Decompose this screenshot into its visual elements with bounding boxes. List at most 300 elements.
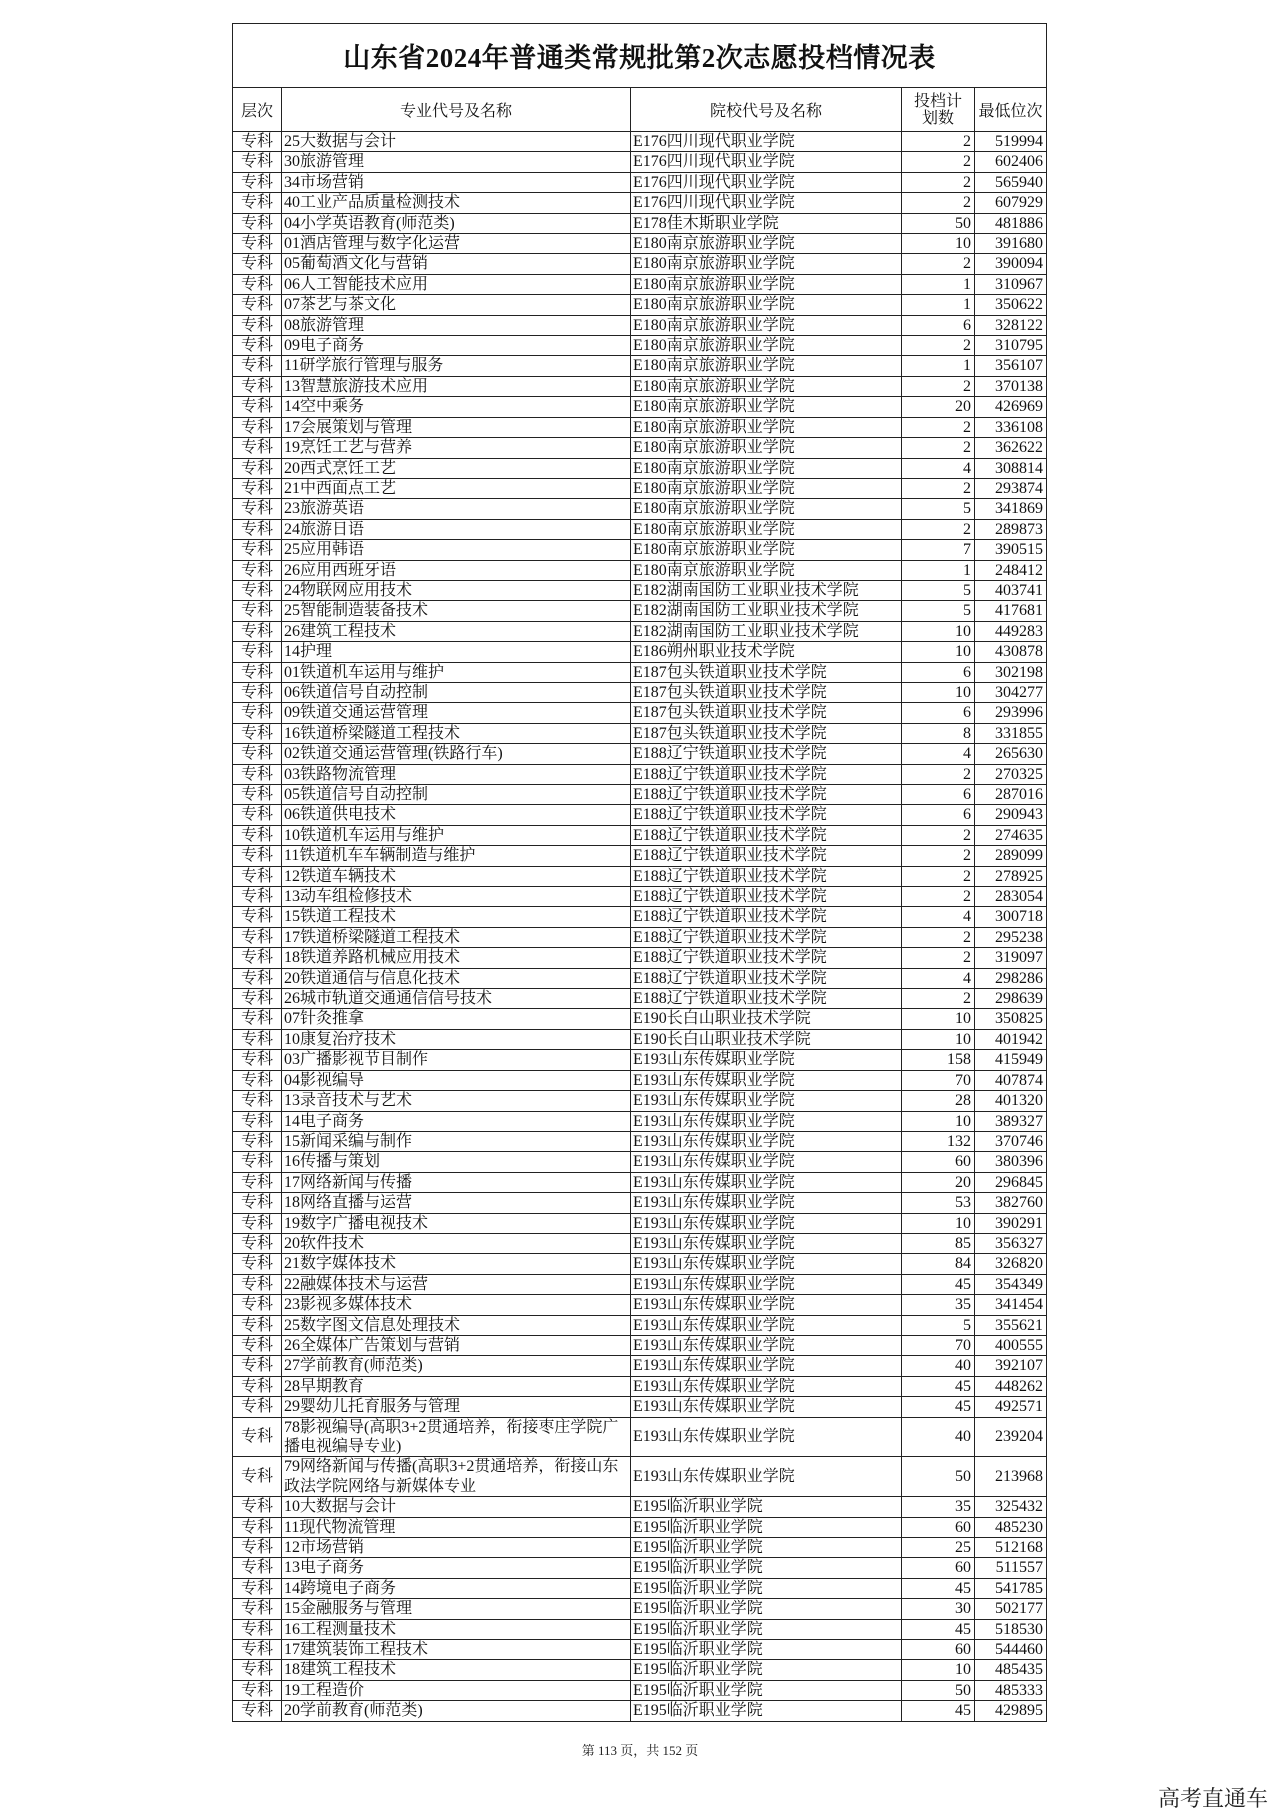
level-cell: 专科 xyxy=(233,1418,282,1457)
level-cell: 专科 xyxy=(233,1193,282,1212)
level-cell: 专科 xyxy=(233,887,282,906)
school-cell: E188辽宁铁道职业技术学院 xyxy=(631,948,902,967)
level-cell: 专科 xyxy=(233,1336,282,1355)
table-row xyxy=(233,1620,1046,1640)
major-cell: 25大数据与会计 xyxy=(282,132,631,151)
level-cell: 专科 xyxy=(233,765,282,784)
plan-cell: 10 xyxy=(902,1660,975,1679)
rank-cell: 295238 xyxy=(995,928,1043,946)
rank-cell: 274635 xyxy=(995,826,1043,844)
rank-cell: 401942 xyxy=(995,1030,1043,1048)
school-cell: E176四川现代职业学院 xyxy=(631,193,902,212)
plan-cell: 2 xyxy=(902,193,975,212)
rank-cell: 400555 xyxy=(995,1336,1043,1354)
table-row xyxy=(233,663,1046,683)
rank-cell: 607929 xyxy=(995,194,1043,212)
table-row xyxy=(233,826,1046,846)
school-cell: E186朔州职业技术学院 xyxy=(631,642,902,661)
major-cell: 18铁道养路机械应用技术 xyxy=(282,948,631,967)
plan-cell: 1 xyxy=(902,356,975,375)
table-row xyxy=(233,1234,1046,1254)
level-cell: 专科 xyxy=(233,907,282,926)
school-cell: E180南京旅游职业学院 xyxy=(631,275,902,294)
plan-cell: 2 xyxy=(902,438,975,457)
rank-cell: 350825 xyxy=(995,1010,1043,1028)
major-cell: 27学前教育(师范类) xyxy=(282,1356,631,1375)
plan-cell: 4 xyxy=(902,969,975,988)
major-cell: 19数字广播电视技术 xyxy=(282,1214,631,1233)
school-cell: E188辽宁铁道职业技术学院 xyxy=(631,785,902,804)
rank-cell: 390094 xyxy=(995,255,1043,273)
rank-cell: 298286 xyxy=(995,969,1043,987)
school-cell: E188辽宁铁道职业技术学院 xyxy=(631,928,902,947)
table-row xyxy=(233,438,1046,458)
major-cell: 20西式烹饪工艺 xyxy=(282,459,631,478)
table-row xyxy=(233,1214,1046,1234)
level-cell: 专科 xyxy=(233,1356,282,1375)
table-row xyxy=(233,377,1046,397)
rank-cell: 290943 xyxy=(995,806,1043,824)
plan-cell: 70 xyxy=(902,1071,975,1090)
rank-cell: 265630 xyxy=(995,745,1043,763)
school-cell: E193山东传媒职业学院 xyxy=(631,1234,902,1253)
level-cell: 专科 xyxy=(233,1599,282,1618)
major-cell: 18建筑工程技术 xyxy=(282,1660,631,1679)
level-cell: 专科 xyxy=(233,295,282,314)
school-cell: E180南京旅游职业学院 xyxy=(631,397,902,416)
level-cell: 专科 xyxy=(233,1316,282,1335)
plan-cell: 6 xyxy=(902,703,975,722)
rank-cell: 293874 xyxy=(995,479,1043,497)
major-cell: 17铁道桥梁隧道工程技术 xyxy=(282,928,631,947)
plan-cell: 10 xyxy=(902,683,975,702)
plan-cell: 5 xyxy=(902,499,975,518)
level-cell: 专科 xyxy=(233,928,282,947)
level-cell: 专科 xyxy=(233,1112,282,1131)
level-cell: 专科 xyxy=(233,1254,282,1273)
rank-cell: 239204 xyxy=(995,1428,1043,1446)
school-cell: E187包头铁道职业技术学院 xyxy=(631,703,902,722)
level-cell: 专科 xyxy=(233,336,282,355)
school-cell: E180南京旅游职业学院 xyxy=(631,234,902,253)
plan-cell: 1 xyxy=(902,561,975,580)
rank-cell: 417681 xyxy=(995,602,1043,620)
level-cell: 专科 xyxy=(233,152,282,171)
rank-cell: 518530 xyxy=(995,1620,1043,1638)
table-row xyxy=(233,765,1046,785)
school-cell: E180南京旅游职业学院 xyxy=(631,479,902,498)
major-cell: 12市场营销 xyxy=(282,1538,631,1557)
table-row xyxy=(233,785,1046,805)
plan-cell: 45 xyxy=(902,1579,975,1598)
plan-cell: 132 xyxy=(902,1132,975,1151)
major-cell: 25应用韩语 xyxy=(282,540,631,559)
major-cell: 08旅游管理 xyxy=(282,316,631,335)
table-row xyxy=(233,254,1046,274)
major-cell: 11研学旅行管理与服务 xyxy=(282,356,631,375)
school-cell: E180南京旅游职业学院 xyxy=(631,356,902,375)
rank-cell: 449283 xyxy=(995,622,1043,640)
rank-cell: 302198 xyxy=(995,663,1043,681)
major-cell: 30旅游管理 xyxy=(282,152,631,171)
plan-cell: 50 xyxy=(902,214,975,233)
plan-cell: 4 xyxy=(902,907,975,926)
table-row xyxy=(233,1091,1046,1111)
rank-cell: 382760 xyxy=(995,1194,1043,1212)
rank-cell: 448262 xyxy=(995,1377,1043,1395)
school-cell: E195临沂职业学院 xyxy=(631,1497,902,1516)
major-cell: 17会展策划与管理 xyxy=(282,418,631,437)
major-cell: 02铁道交通运营管理(铁路行车) xyxy=(282,744,631,763)
school-cell: E193山东传媒职业学院 xyxy=(631,1214,902,1233)
school-cell: E190长白山职业技术学院 xyxy=(631,1009,902,1028)
rank-cell: 336108 xyxy=(995,418,1043,436)
plan-cell: 45 xyxy=(902,1620,975,1639)
table-row xyxy=(233,1316,1046,1336)
level-cell: 专科 xyxy=(233,356,282,375)
header-school: 院校代号及名称 xyxy=(631,88,902,131)
school-cell: E176四川现代职业学院 xyxy=(631,132,902,151)
table-row xyxy=(233,724,1046,744)
rank-cell: 401320 xyxy=(995,1092,1043,1110)
major-cell: 26全媒体广告策划与营销 xyxy=(282,1336,631,1355)
table-row xyxy=(233,520,1046,540)
plan-cell: 6 xyxy=(902,316,975,335)
major-cell: 14跨境电子商务 xyxy=(282,1579,631,1598)
table-row xyxy=(233,1050,1046,1070)
table-row xyxy=(233,1558,1046,1578)
table-row xyxy=(233,1681,1046,1701)
table-row xyxy=(233,1397,1046,1417)
plan-cell: 50 xyxy=(902,1457,975,1496)
major-cell: 03铁路物流管理 xyxy=(282,765,631,784)
school-cell: E193山东传媒职业学院 xyxy=(631,1132,902,1151)
school-cell: E182湖南国防工业职业技术学院 xyxy=(631,622,902,641)
school-cell: E195临沂职业学院 xyxy=(631,1620,902,1639)
major-cell: 07茶艺与茶文化 xyxy=(282,295,631,314)
table-row xyxy=(233,622,1046,642)
header-rank: 最低位次 xyxy=(978,103,1043,120)
major-cell: 20铁道通信与信息化技术 xyxy=(282,969,631,988)
rank-cell: 485333 xyxy=(995,1681,1043,1699)
level-cell: 专科 xyxy=(233,867,282,886)
school-cell: E182湖南国防工业职业技术学院 xyxy=(631,601,902,620)
major-cell: 15新闻采编与制作 xyxy=(282,1132,631,1151)
rank-cell: 289873 xyxy=(995,520,1043,538)
major-cell: 10康复治疗技术 xyxy=(282,1030,631,1049)
level-cell: 专科 xyxy=(233,805,282,824)
table-row xyxy=(233,1660,1046,1680)
rank-cell: 310967 xyxy=(995,275,1043,293)
rank-cell: 356327 xyxy=(995,1234,1043,1252)
major-cell: 24物联网应用技术 xyxy=(282,581,631,600)
plan-cell: 2 xyxy=(902,867,975,886)
major-cell: 09铁道交通运营管理 xyxy=(282,703,631,722)
major-cell: 40工业产品质量检测技术 xyxy=(282,193,631,212)
header-major: 专业代号及名称 xyxy=(282,88,631,131)
school-cell: E193山东传媒职业学院 xyxy=(631,1112,902,1131)
table-row xyxy=(233,805,1046,825)
rank-cell: 289099 xyxy=(995,847,1043,865)
plan-cell: 10 xyxy=(902,622,975,641)
plan-cell: 53 xyxy=(902,1193,975,1212)
rank-cell: 391680 xyxy=(995,235,1043,253)
table-row xyxy=(233,561,1046,581)
major-cell: 25数字图文信息处理技术 xyxy=(282,1316,631,1335)
rank-cell: 293996 xyxy=(995,704,1043,722)
plan-cell: 2 xyxy=(902,948,975,967)
major-cell: 01酒店管理与数字化运营 xyxy=(282,234,631,253)
level-cell: 专科 xyxy=(233,214,282,233)
major-cell: 14电子商务 xyxy=(282,1112,631,1131)
school-cell: E195临沂职业学院 xyxy=(631,1701,902,1720)
major-cell: 16工程测量技术 xyxy=(282,1620,631,1639)
level-cell: 专科 xyxy=(233,193,282,212)
rank-cell: 426969 xyxy=(995,398,1043,416)
level-cell: 专科 xyxy=(233,581,282,600)
level-cell: 专科 xyxy=(233,1681,282,1700)
major-cell: 23影视多媒体技术 xyxy=(282,1295,631,1314)
plan-cell: 1 xyxy=(902,275,975,294)
plan-cell: 35 xyxy=(902,1497,975,1516)
major-cell: 16传播与策划 xyxy=(282,1152,631,1171)
major-cell: 05铁道信号自动控制 xyxy=(282,785,631,804)
rank-cell: 296845 xyxy=(995,1173,1043,1191)
school-cell: E193山东传媒职业学院 xyxy=(631,1418,902,1457)
table-row xyxy=(233,1518,1046,1538)
plan-cell: 2 xyxy=(902,418,975,437)
level-cell: 专科 xyxy=(233,1660,282,1679)
level-cell: 专科 xyxy=(233,1132,282,1151)
rank-cell: 350622 xyxy=(995,296,1043,314)
school-cell: E195临沂职业学院 xyxy=(631,1599,902,1618)
level-cell: 专科 xyxy=(233,1497,282,1516)
level-cell: 专科 xyxy=(233,1620,282,1639)
plan-cell: 35 xyxy=(902,1295,975,1314)
level-cell: 专科 xyxy=(233,561,282,580)
plan-cell: 158 xyxy=(902,1050,975,1069)
school-cell: E195临沂职业学院 xyxy=(631,1681,902,1700)
plan-cell: 2 xyxy=(902,152,975,171)
level-cell: 专科 xyxy=(233,438,282,457)
major-cell: 06铁道供电技术 xyxy=(282,805,631,824)
table-row xyxy=(233,989,1046,1009)
rank-cell: 390515 xyxy=(995,541,1043,559)
plan-cell: 6 xyxy=(902,663,975,682)
school-cell: E193山东传媒职业学院 xyxy=(631,1173,902,1192)
school-cell: E176四川现代职业学院 xyxy=(631,173,902,192)
major-cell: 29婴幼儿托育服务与管理 xyxy=(282,1397,631,1416)
header-plan: 投档计划数 xyxy=(913,92,962,127)
level-cell: 专科 xyxy=(233,785,282,804)
plan-cell: 2 xyxy=(902,928,975,947)
plan-cell: 2 xyxy=(902,479,975,498)
major-cell: 21数字媒体技术 xyxy=(282,1254,631,1273)
table-row xyxy=(233,1173,1046,1193)
plan-cell: 60 xyxy=(902,1558,975,1577)
table-row xyxy=(233,581,1046,601)
table-row xyxy=(233,867,1046,887)
level-cell: 专科 xyxy=(233,397,282,416)
major-cell: 18网络直播与运营 xyxy=(282,1193,631,1212)
table-row xyxy=(233,1132,1046,1152)
school-cell: E195临沂职业学院 xyxy=(631,1538,902,1557)
plan-cell: 45 xyxy=(902,1377,975,1396)
table-row xyxy=(233,1579,1046,1599)
table-row xyxy=(233,642,1046,662)
table-row xyxy=(233,1295,1046,1315)
plan-cell: 2 xyxy=(902,336,975,355)
school-cell: E193山东传媒职业学院 xyxy=(631,1316,902,1335)
major-cell: 16铁道桥梁隧道工程技术 xyxy=(282,724,631,743)
rank-cell: 304277 xyxy=(995,683,1043,701)
school-cell: E188辽宁铁道职业技术学院 xyxy=(631,867,902,886)
level-cell: 专科 xyxy=(233,1050,282,1069)
rank-cell: 310795 xyxy=(995,337,1043,355)
school-cell: E193山东传媒职业学院 xyxy=(631,1050,902,1069)
major-cell: 14护理 xyxy=(282,642,631,661)
level-cell: 专科 xyxy=(233,234,282,253)
level-cell: 专科 xyxy=(233,1214,282,1233)
level-cell: 专科 xyxy=(233,948,282,967)
level-cell: 专科 xyxy=(233,1030,282,1049)
table-row xyxy=(233,132,1046,152)
plan-cell: 10 xyxy=(902,234,975,253)
major-cell: 03广播影视节目制作 xyxy=(282,1050,631,1069)
rank-cell: 319097 xyxy=(995,949,1043,967)
major-cell: 23旅游英语 xyxy=(282,499,631,518)
table-row xyxy=(233,1275,1046,1295)
plan-cell: 6 xyxy=(902,785,975,804)
level-cell: 专科 xyxy=(233,826,282,845)
table-row xyxy=(233,1640,1046,1660)
rank-cell: 485230 xyxy=(995,1518,1043,1536)
school-cell: E195临沂职业学院 xyxy=(631,1640,902,1659)
table-row xyxy=(233,948,1046,968)
table-row xyxy=(233,1457,1046,1497)
level-cell: 专科 xyxy=(233,1701,282,1720)
level-cell: 专科 xyxy=(233,1152,282,1171)
school-cell: E182湖南国防工业职业技术学院 xyxy=(631,581,902,600)
school-cell: E180南京旅游职业学院 xyxy=(631,254,902,273)
level-cell: 专科 xyxy=(233,683,282,702)
watermark: 高考直通车 xyxy=(1157,1787,1268,1812)
rank-cell: 429895 xyxy=(995,1702,1043,1720)
major-cell: 13智慧旅游技术应用 xyxy=(282,377,631,396)
plan-cell: 2 xyxy=(902,520,975,539)
major-cell: 78影视编导(高职3+2贯通培养，衔接枣庄学院广播电视编导专业) xyxy=(282,1418,631,1457)
table-row xyxy=(233,356,1046,376)
rank-cell: 370138 xyxy=(995,377,1043,395)
rank-cell: 331855 xyxy=(995,724,1043,742)
rank-cell: 328122 xyxy=(995,316,1043,334)
school-cell: E193山东传媒职业学院 xyxy=(631,1397,902,1416)
rank-cell: 481886 xyxy=(995,214,1043,232)
rank-cell: 278925 xyxy=(995,867,1043,885)
level-cell: 专科 xyxy=(233,1009,282,1028)
level-cell: 专科 xyxy=(233,1457,282,1496)
plan-cell: 45 xyxy=(902,1275,975,1294)
plan-cell: 45 xyxy=(902,1701,975,1720)
rank-cell: 541785 xyxy=(995,1579,1043,1597)
table-row xyxy=(233,295,1046,315)
table-row xyxy=(233,1497,1046,1517)
school-cell: E176四川现代职业学院 xyxy=(631,152,902,171)
major-cell: 20软件技术 xyxy=(282,1234,631,1253)
school-cell: E187包头铁道职业技术学院 xyxy=(631,724,902,743)
rank-cell: 389327 xyxy=(995,1112,1043,1130)
rank-cell: 565940 xyxy=(995,173,1043,191)
rank-cell: 390291 xyxy=(995,1214,1043,1232)
rank-cell: 492571 xyxy=(995,1398,1043,1416)
plan-cell: 4 xyxy=(902,459,975,478)
school-cell: E188辽宁铁道职业技术学院 xyxy=(631,826,902,845)
school-cell: E193山东传媒职业学院 xyxy=(631,1377,902,1396)
major-cell: 05葡萄酒文化与营销 xyxy=(282,254,631,273)
rank-cell: 248412 xyxy=(995,561,1043,579)
rank-cell: 298639 xyxy=(995,990,1043,1008)
level-cell: 专科 xyxy=(233,479,282,498)
plan-cell: 2 xyxy=(902,887,975,906)
plan-cell: 70 xyxy=(902,1336,975,1355)
plan-cell: 2 xyxy=(902,173,975,192)
school-cell: E188辽宁铁道职业技术学院 xyxy=(631,887,902,906)
rank-cell: 283054 xyxy=(995,888,1043,906)
level-cell: 专科 xyxy=(233,1377,282,1396)
level-cell: 专科 xyxy=(233,254,282,273)
school-cell: E180南京旅游职业学院 xyxy=(631,377,902,396)
table-row xyxy=(233,1030,1046,1050)
table-row xyxy=(233,846,1046,866)
table-row xyxy=(233,459,1046,479)
table-row xyxy=(233,907,1046,927)
rank-cell: 355621 xyxy=(995,1316,1043,1334)
major-cell: 13动车组检修技术 xyxy=(282,887,631,906)
table-row xyxy=(233,173,1046,193)
table-row xyxy=(233,683,1046,703)
major-cell: 26应用西班牙语 xyxy=(282,561,631,580)
table-row xyxy=(233,193,1046,213)
rank-cell: 325432 xyxy=(995,1498,1043,1516)
level-cell: 专科 xyxy=(233,132,282,151)
plan-cell: 50 xyxy=(902,1681,975,1700)
major-cell: 34市场营销 xyxy=(282,173,631,192)
table-row xyxy=(233,1152,1046,1172)
major-cell: 17网络新闻与传播 xyxy=(282,1173,631,1192)
plan-cell: 10 xyxy=(902,1009,975,1028)
major-cell: 06人工智能技术应用 xyxy=(282,275,631,294)
major-cell: 01铁道机车运用与维护 xyxy=(282,663,631,682)
header-level: 层次 xyxy=(233,88,282,131)
plan-cell: 7 xyxy=(902,540,975,559)
school-cell: E188辽宁铁道职业技术学院 xyxy=(631,989,902,1008)
major-cell: 19工程造价 xyxy=(282,1681,631,1700)
level-cell: 专科 xyxy=(233,1518,282,1537)
table-row xyxy=(233,744,1046,764)
level-cell: 专科 xyxy=(233,1275,282,1294)
school-cell: E188辽宁铁道职业技术学院 xyxy=(631,765,902,784)
school-cell: E193山东传媒职业学院 xyxy=(631,1356,902,1375)
school-cell: E178佳木斯职业学院 xyxy=(631,214,902,233)
major-cell: 28早期教育 xyxy=(282,1377,631,1396)
table-row xyxy=(233,703,1046,723)
table-row xyxy=(233,316,1046,336)
table-body xyxy=(233,132,1046,1722)
rank-cell: 415949 xyxy=(995,1051,1043,1069)
level-cell: 专科 xyxy=(233,642,282,661)
rank-cell: 308814 xyxy=(995,459,1043,477)
table-row xyxy=(233,234,1046,254)
